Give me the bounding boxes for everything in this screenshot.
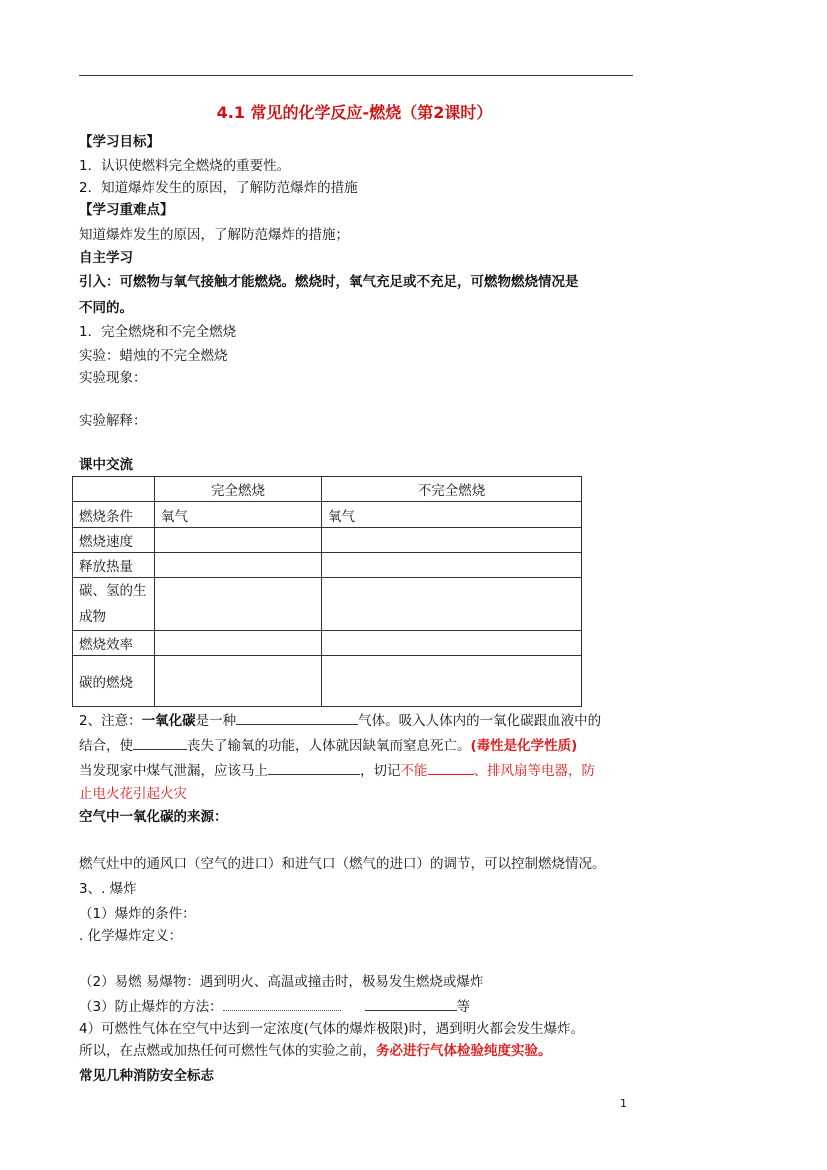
explosion-definition: . 化学爆炸定义： (79, 928, 183, 944)
objective-item-2: 2．知道爆炸发生的原因，了解防范爆炸的措施 (79, 180, 358, 196)
table-row (73, 578, 582, 631)
self-study-heading: 自主学习 (79, 250, 133, 266)
fill-blank (236, 710, 358, 725)
note-label: 2、注意： (79, 713, 142, 729)
note-text: 结合，使 (79, 738, 133, 754)
table-cell (322, 631, 582, 656)
table-row (73, 553, 582, 578)
note-text: 是一种 (195, 713, 237, 729)
fill-blank (268, 760, 360, 775)
purity-warning: 务必进行气体检验纯度实验。 (376, 1043, 552, 1059)
fill-blank (133, 735, 187, 750)
table-row (73, 656, 582, 707)
warning-text: 不能 (400, 763, 428, 779)
fill-blank (223, 996, 341, 1011)
page-number: 1 (620, 1097, 627, 1110)
fill-blank (365, 996, 457, 1011)
table-row (73, 631, 582, 656)
table-cell: 燃烧速度 (73, 528, 155, 553)
co-source-text: 燃气灶中的通风口（空气的进口）和进气口（燃气的进口）的调节，可以控制燃烧情况。 (79, 856, 606, 872)
intro-line-2: 不同的。 (79, 300, 133, 316)
table-cell-line: 成物 (79, 609, 106, 625)
table-cell (155, 553, 322, 578)
gas-explosion-line-2 (79, 1041, 552, 1061)
toxicity-note: (毒性是化学性质) (470, 738, 578, 754)
warning-text: 、排风扇等电器，防 (473, 763, 595, 779)
table-row (73, 528, 582, 553)
table-cell: 燃烧效率 (73, 631, 155, 656)
explosion-condition: （1）爆炸的条件： (79, 906, 196, 922)
prevent-line (79, 996, 470, 1017)
explosion-heading: 3、. 爆炸 (79, 881, 137, 897)
fire-signs-heading: 常见几种消防安全标志 (79, 1068, 214, 1084)
exchange-heading: 课中交流 (79, 457, 133, 473)
table-cell (322, 553, 582, 578)
table-cell: 燃烧条件 (73, 502, 155, 528)
table-cell (155, 656, 322, 707)
table-header-row (73, 477, 582, 502)
fill-blank (428, 760, 474, 775)
flammable-text: （2）易燃 易爆物：遇到明火、高温或撞击时，极易发生燃烧或爆炸 (79, 974, 484, 990)
combustion-table (72, 476, 582, 707)
gas-explosion-line-1: 4）可燃性气体在空气中达到一定浓度(气体的爆炸极限)时，遇到明火都会发生爆炸。 (79, 1021, 585, 1037)
table-cell (322, 656, 582, 707)
table-header-cell (73, 477, 155, 502)
note-line-1 (79, 710, 601, 731)
table-cell: 释放热量 (73, 553, 155, 578)
explanation-label: 实验解释： (79, 413, 147, 429)
table-cell (155, 578, 322, 631)
table-cell (322, 528, 582, 553)
experiment-text: 实验：蜡烛的不完全燃烧 (79, 348, 228, 364)
table-header-cell: 完全燃烧 (155, 477, 322, 502)
objective-item-1: 1．认识使燃料完全燃烧的重要性。 (79, 158, 291, 174)
table-cell-line: 碳、氢的生 (79, 583, 147, 599)
table-cell: 氧气 (322, 502, 582, 528)
note-text: 丧失了输氧的功能，人体就因缺氧而窒息死亡。 (187, 738, 471, 754)
phenomenon-label: 实验现象： (79, 370, 147, 386)
header-rule (79, 75, 633, 76)
key-points-text: 知道爆炸发生的原因，了解防范爆炸的措施； (79, 227, 349, 243)
section-1-heading: 1．完全燃烧和不完全燃烧 (79, 324, 237, 340)
table-cell: 氧气 (155, 502, 322, 528)
table-cell (155, 631, 322, 656)
key-points-heading: 【学习重难点】 (79, 202, 174, 218)
co-source-heading: 空气中一氧化碳的来源： (79, 809, 228, 825)
co-term: 一氧化碳 (141, 713, 196, 729)
objectives-heading: 【学习目标】 (79, 134, 160, 150)
note-text: ，切记 (360, 763, 401, 779)
table-cell (322, 578, 582, 631)
page-title: 4.1 常见的化学反应-燃烧（第2课时） (216, 103, 493, 122)
intro-line-1: 引入：可燃物与氧气接触才能燃烧。燃烧时，氧气充足或不充足，可燃物燃烧情况是 (79, 274, 579, 290)
table-header-cell: 不完全燃烧 (322, 477, 582, 502)
note-line-2 (79, 735, 577, 756)
table-cell (73, 578, 155, 631)
table-row (73, 502, 582, 528)
gas-text: 所以，在点燃或加热任何可燃性气体的实验之前， (79, 1043, 376, 1059)
note-text: 气体。吸入人体内的一氧化碳跟血液中的 (358, 713, 602, 729)
note-line-4: 止电火花引起火灾 (79, 786, 187, 802)
note-line-3 (79, 760, 595, 781)
note-text: 当发现家中煤气泄漏，应该马上 (79, 763, 268, 779)
prevent-label: （3）防止爆炸的方法： (79, 999, 223, 1015)
prevent-end: 等 (456, 999, 471, 1015)
table-cell: 碳的燃烧 (73, 656, 155, 707)
table-cell (155, 528, 322, 553)
